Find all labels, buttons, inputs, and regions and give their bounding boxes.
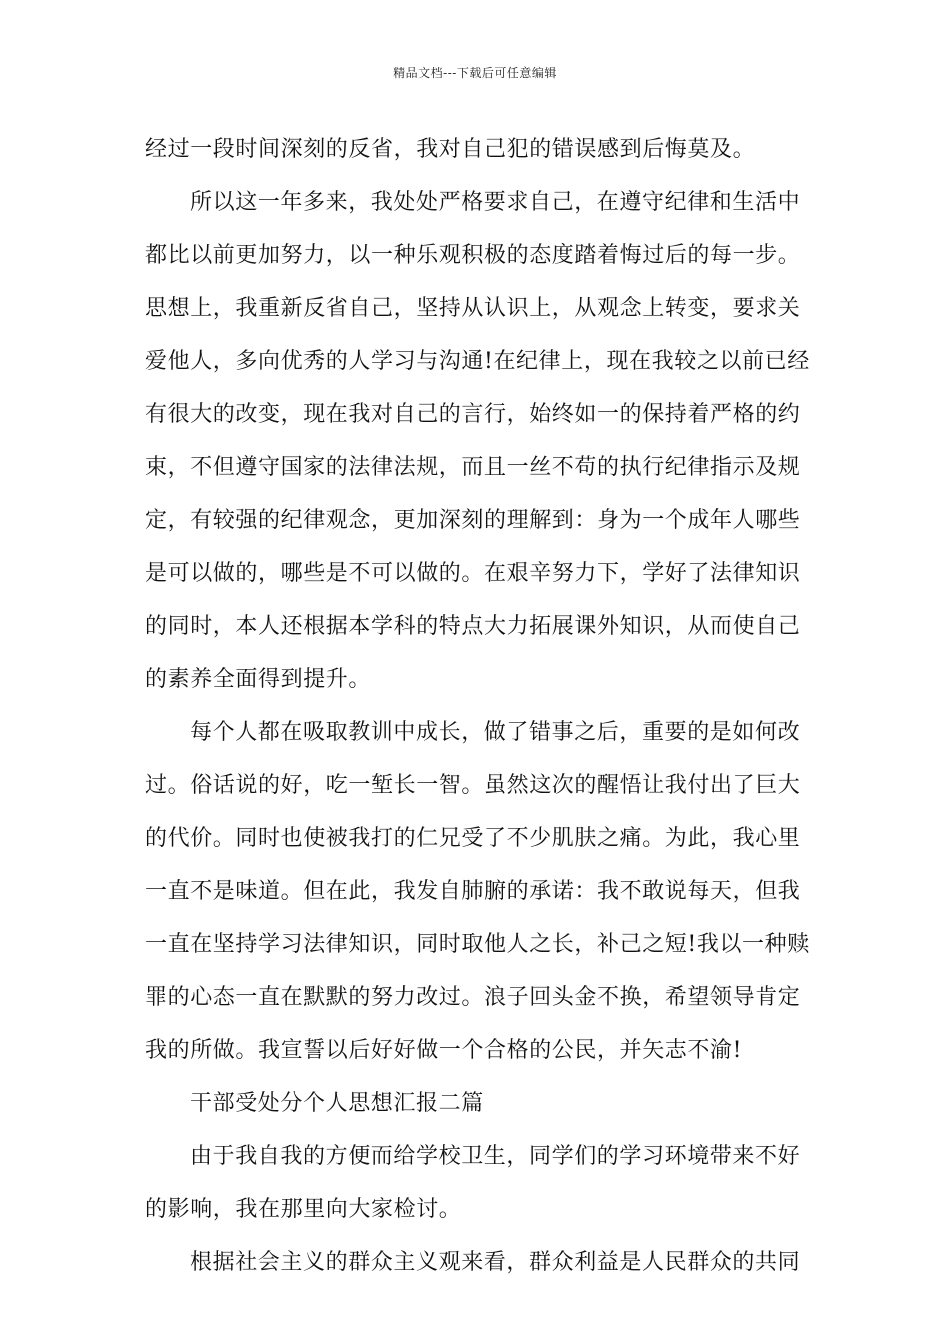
text-line: 经过一段时间深刻的反省，我对自己犯的错误感到后悔莫及。	[145, 137, 756, 162]
text-line: 过。俗话说的好，吃一堑长一智。虽然这次的醒悟让我付出了巨大	[145, 773, 801, 798]
text-line: 定，有较强的纪律观念，更加深刻的理解到：身为一个成年人哪些	[145, 508, 801, 533]
text-line: 由于我自我的方便而给学校卫生，同学们的学习环境带来不好	[190, 1144, 801, 1169]
text-line: 的代价。同时也使被我打的仁兄受了不少肌肤之痛。为此，我心里	[145, 826, 801, 851]
text-line: 有很大的改变，现在我对自己的言行，始终如一的保持着严格的约	[145, 402, 801, 427]
text-line: 一直在坚持学习法律知识，同时取他人之长，补己之短!我以一种赎	[145, 932, 810, 957]
text-line: 罪的心态一直在默默的努力改过。浪子回头金不换，希望领导肯定	[145, 985, 801, 1010]
text-line: 爱他人，多向优秀的人学习与沟通!在纪律上，现在我较之以前已经	[145, 349, 810, 374]
text-line: 的素养全面得到提升。	[145, 667, 372, 692]
text-line: 的影响，我在那里向大家检讨。	[145, 1197, 462, 1222]
text-line: 思想上，我重新反省自己，坚持从认识上，从观念上转变，要求关	[145, 296, 801, 321]
section-heading: 干部受处分个人思想汇报二篇	[190, 1091, 484, 1116]
text-line: 都比以前更加努力，以一种乐观积极的态度踏着悔过后的每一步。	[145, 243, 801, 268]
text-line: 束，不但遵守国家的法律法规，而且一丝不苟的执行纪律指示及规	[145, 455, 801, 480]
text-line: 所以这一年多来，我处处严格要求自己，在遵守纪律和生活中	[190, 190, 801, 215]
text-line: 每个人都在吸取教训中成长，做了错事之后，重要的是如何改	[190, 720, 801, 745]
text-line: 的同时，本人还根据本学科的特点大力拓展课外知识，从而使自己	[145, 614, 801, 639]
document-body	[145, 123, 809, 1289]
page-header: 精品文档---下载后可任意编辑	[393, 66, 557, 80]
text-line: 是可以做的，哪些是不可以做的。在艰辛努力下，学好了法律知识	[145, 561, 801, 586]
text-line: 我的所做。我宣誓以后好好做一个合格的公民，并矢志不渝!	[145, 1038, 743, 1063]
text-line: 一直不是味道。但在此，我发自肺腑的承诺：我不敢说每天，但我	[145, 879, 801, 904]
text-line: 根据社会主义的群众主义观来看，群众利益是人民群众的共同	[190, 1250, 801, 1275]
